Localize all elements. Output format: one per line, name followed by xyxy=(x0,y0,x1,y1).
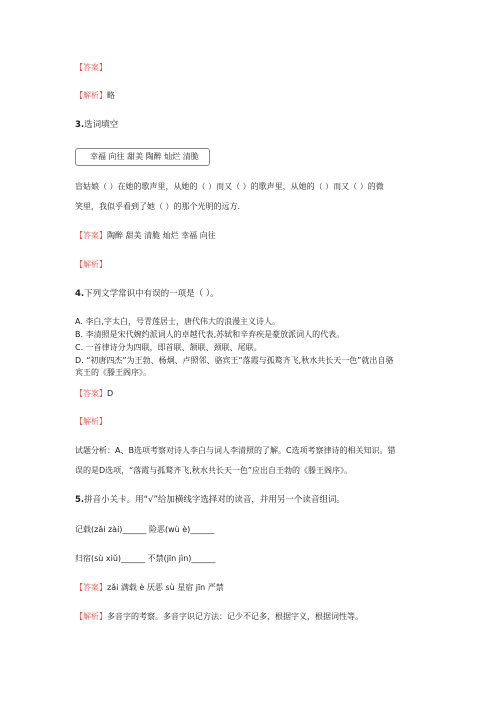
q5-analysis-text: 多音字的考察。多音字识记方法：记少不记多，根据字义，根据词性等。 xyxy=(107,612,363,621)
q3-sentence-line1: 盲姑娘（ ）在她的歌声里，从她的（ ）而又（ ）的歌声里，从她的（ ）而又（ ）的微 xyxy=(75,182,384,191)
q4-analysis-line1: 试题分析：A、B选项考察对诗人李白与词人李清照的了解。C选项考察律诗的相关知识。错 xyxy=(75,446,396,455)
q2-answer-label: 【答案】 xyxy=(75,63,107,72)
q5-analysis xyxy=(75,611,363,623)
q5-number: 5. xyxy=(75,495,85,505)
q5-answer-text: zǎi 满载 è 厌恶 sù 星宿 jīn 严禁 xyxy=(107,583,224,592)
q3-title-text: 选词填空 xyxy=(84,120,119,130)
q5-title xyxy=(75,494,345,506)
q4-answer xyxy=(75,388,113,400)
q4-analysis-line2: 误的是D选项，“落霞与孤鹜齐飞,秋水共长天一色”应出自王勃的《滕王阁序》。 xyxy=(75,466,352,475)
q5-answer xyxy=(75,582,224,594)
q4-option-b: B. 李清照是宋代婉约派词人的卓越代表,苏轼和辛弃疾是豪放派词人的代表。 xyxy=(75,330,345,339)
q4-title xyxy=(75,288,219,300)
q5-answer-label: 【答案】 xyxy=(75,583,107,592)
q4-option-c: C. 一首律诗分为四联，即首联、颔联、颈联、尾联。 xyxy=(75,343,262,352)
q2-analysis-label: 【解析】 xyxy=(75,91,107,100)
q2-analysis xyxy=(75,90,115,102)
q3-answer-text: 陶醉 甜美 清脆 灿烂 幸福 向往 xyxy=(107,231,216,240)
q2-analysis-text: 略 xyxy=(107,91,115,100)
q4-title-text: 下列文学常识中有误的一项是（ ）。 xyxy=(84,289,219,299)
q3-answer-label: 【答案】 xyxy=(75,231,107,240)
q5-title-text: 拼音小关卡。用“√”给加横线字选择对的读音，并用另一个读音组词。 xyxy=(84,495,345,505)
q4-analysis-label: 【解析】 xyxy=(75,417,107,426)
q3-answer xyxy=(75,230,216,242)
q3-number: 3. xyxy=(75,120,85,130)
q5-analysis-label: 【解析】 xyxy=(75,612,107,621)
q3-word-box: 幸福 向往 甜美 陶醉 灿烂 清脆 xyxy=(75,148,210,166)
q4-answer-label: 【答案】 xyxy=(75,389,107,398)
q3-analysis-label: 【解析】 xyxy=(75,260,107,269)
q4-number: 4. xyxy=(75,289,85,299)
q3-title xyxy=(75,119,118,131)
q5-row2: 归宿(sù xiǔ)______ 不禁(jīn jìn)______ xyxy=(75,554,216,563)
q5-row1: 记载(zǎi zài)______ 险恶(wù è)______ xyxy=(75,525,215,534)
q4-option-d-line1: D. “初唐四杰”为王勃、杨炯、卢照邻、骆宾王“落霞与孤鹜齐飞,秋水共长天一色”就出自骆 xyxy=(75,356,394,365)
q3-sentence-line2: 笑里，我似乎看到了她（ ）的那个光明的远方. xyxy=(75,202,241,211)
q4-option-a: A. 李白,字太白，号青莲居士，唐代伟大的浪漫主义诗人。 xyxy=(75,317,280,326)
q4-option-d-line2: 宾王的《滕王阁序》。 xyxy=(75,368,151,377)
q4-answer-text: D xyxy=(107,389,114,398)
